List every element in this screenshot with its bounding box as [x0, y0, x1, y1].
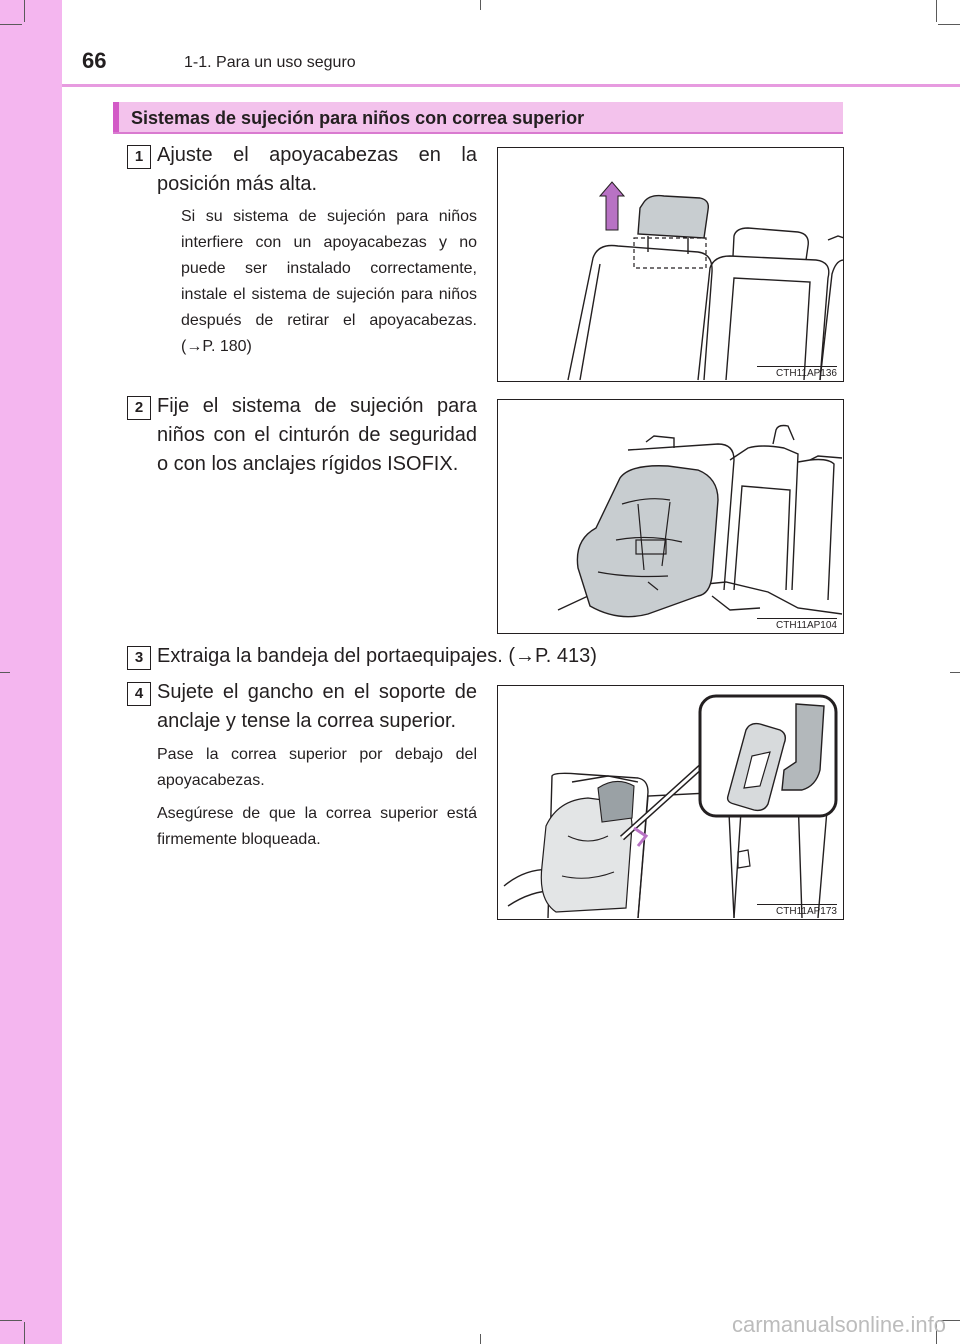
crop-mark: [480, 0, 481, 10]
figure-code-rule: [757, 618, 837, 619]
figure-code: CTH11AP173: [776, 906, 837, 917]
crop-mark: [480, 1334, 481, 1344]
section-header: [113, 102, 843, 134]
figure-headrest: [497, 147, 844, 382]
figure-code-rule: [757, 904, 837, 905]
step-4-note-2: Asegúrese de que la correa superior está firmemente bloqueada.: [157, 805, 477, 848]
figure-code: CTH11AP136: [776, 368, 837, 379]
crop-mark: [936, 0, 937, 22]
step-number-3: 3: [127, 646, 151, 670]
step-1-note: Si su sistema de sujeción para niños interfiere con un apoyacabezas y no puede ser instalado correctamente, instale el sistema de sujeción para niños después de retirar el apoyacabezas. (→P. 180): [181, 208, 477, 355]
header-rule: [62, 84, 960, 87]
step-3-text: Extraiga la bandeja del portaequipajes. (→P. 413): [157, 645, 597, 667]
crop-mark: [24, 0, 25, 22]
step-4-note-1: Pase la correa superior por debajo del apoyacabezas.: [157, 746, 477, 789]
crop-mark: [0, 24, 22, 25]
section-accent: [113, 102, 119, 132]
crop-mark: [938, 24, 960, 25]
step-2-text: Fije el sistema de sujeción para niños con el cinturón de seguridad o con los anclajes rígidos ISOFIX.: [157, 395, 477, 475]
figure-code: CTH11AP104: [776, 620, 837, 631]
step-1-text: Ajuste el apoyacabezas en la posición más alta.: [157, 144, 477, 195]
step-number-2: 2: [127, 396, 151, 420]
step-4-text: Sujete el gancho en el soporte de anclaje y tense la correa superior.: [157, 681, 477, 732]
page-number: 66: [82, 48, 107, 73]
crop-mark: [0, 672, 10, 673]
figure-code-rule: [757, 366, 837, 367]
figure-top-strap: [497, 685, 844, 920]
chapter-title: 1-1. Para un uso seguro: [184, 54, 356, 71]
step-number-4: 4: [127, 682, 151, 706]
top-strap-illustration: [498, 686, 844, 920]
watermark: carmanualsonline.info: [731, 1312, 946, 1337]
step-number-1: 1: [127, 145, 151, 169]
crop-mark: [0, 1320, 22, 1321]
section-title: Sistemas de sujeción para niños con correa superior: [131, 108, 585, 128]
crop-mark: [24, 1322, 25, 1344]
headrest-illustration: [498, 148, 844, 382]
crop-mark: [950, 672, 960, 673]
child-seat-illustration: [498, 400, 844, 634]
figure-child-seat: [497, 399, 844, 634]
